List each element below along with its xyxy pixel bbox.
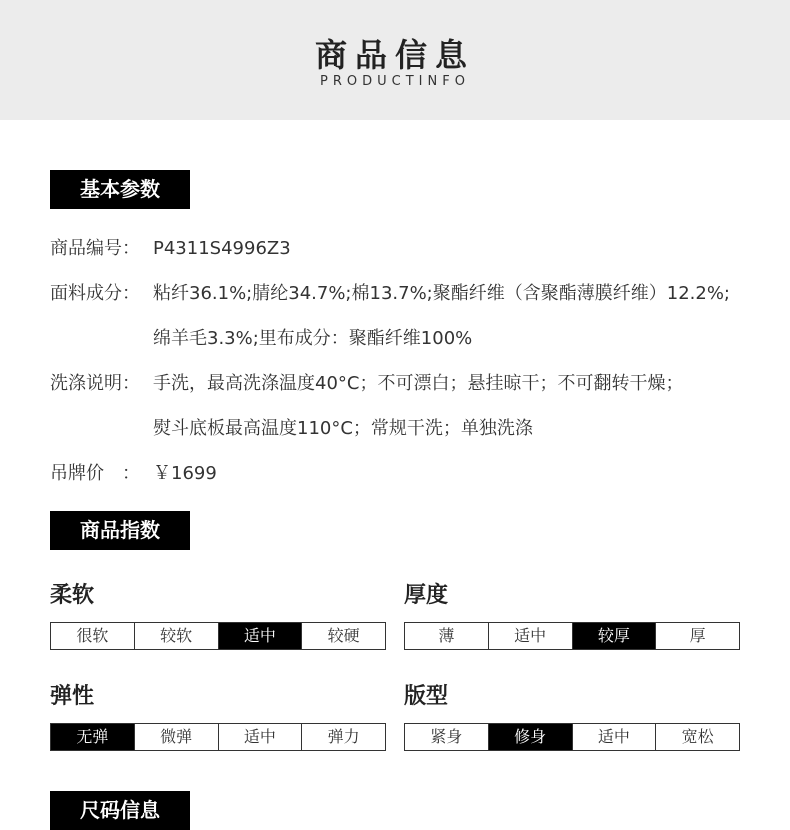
scale-cell-selected: 无弹 [51, 724, 135, 750]
param-value-wash-line1: 手洗，最高洗涤温度40°C；不可漂白；悬挂晾干；不可翻转干燥； [153, 373, 684, 394]
scale-cell-selected: 修身 [489, 724, 573, 750]
param-label-code: 商品编号： [50, 238, 140, 259]
section-tag-index: 商品指数 [50, 511, 190, 550]
param-value-fabric-line1: 粘纤36.1%;腈纶34.7%;棉13.7%;聚酯纤维（含聚酯薄膜纤维）12.2%; [153, 283, 730, 304]
param-value-code: P4311S4996Z3 [153, 238, 291, 259]
index-title-elasticity: 弹性 [50, 684, 95, 709]
scale-softness [50, 622, 386, 650]
page-header [0, 0, 790, 120]
param-label-price: 吊牌价 ： [50, 463, 140, 484]
scale-cell: 较软 [135, 623, 219, 649]
section-tag-basic: 基本参数 [50, 170, 190, 209]
scale-cell: 薄 [405, 623, 489, 649]
scale-cell: 微弹 [135, 724, 219, 750]
index-title-softness: 柔软 [50, 583, 95, 608]
scale-cell-selected: 适中 [219, 623, 303, 649]
scale-cell: 紧身 [405, 724, 489, 750]
scale-thickness [404, 622, 740, 650]
param-row-wash [50, 372, 683, 396]
scale-cell: 很软 [51, 623, 135, 649]
scale-cell: 适中 [573, 724, 657, 750]
index-title-thickness: 厚度 [404, 583, 449, 608]
param-value-wash-line2: 熨斗底板最高温度110°C；常规干洗；单独洗涤 [153, 418, 533, 439]
scale-cell: 适中 [219, 724, 303, 750]
param-label-fabric: 面料成分： [50, 283, 140, 304]
scale-cell: 宽松 [681, 727, 714, 746]
scale-fit [404, 723, 740, 751]
param-row-fabric [50, 282, 730, 306]
param-row-code [50, 237, 291, 261]
index-title-fit: 版型 [404, 684, 449, 709]
scale-cell: 较硬 [327, 626, 360, 645]
section-tag-size: 尺码信息 [50, 791, 190, 830]
scale-cell: 适中 [489, 623, 573, 649]
scale-cell: 厚 [689, 626, 706, 645]
param-value-price: ￥1699 [153, 463, 217, 484]
param-value-fabric-line2: 绵羊毛3.3%;里布成分：聚酯纤维100% [153, 328, 473, 349]
scale-cell: 弹力 [327, 727, 360, 746]
scale-elasticity [50, 723, 386, 751]
param-row-price [50, 462, 217, 486]
page-title: 商品信息 [314, 36, 475, 74]
page-subtitle: PRODUCTINFO [320, 74, 470, 89]
scale-cell-selected: 较厚 [573, 623, 657, 649]
param-label-wash: 洗涤说明： [50, 373, 140, 394]
